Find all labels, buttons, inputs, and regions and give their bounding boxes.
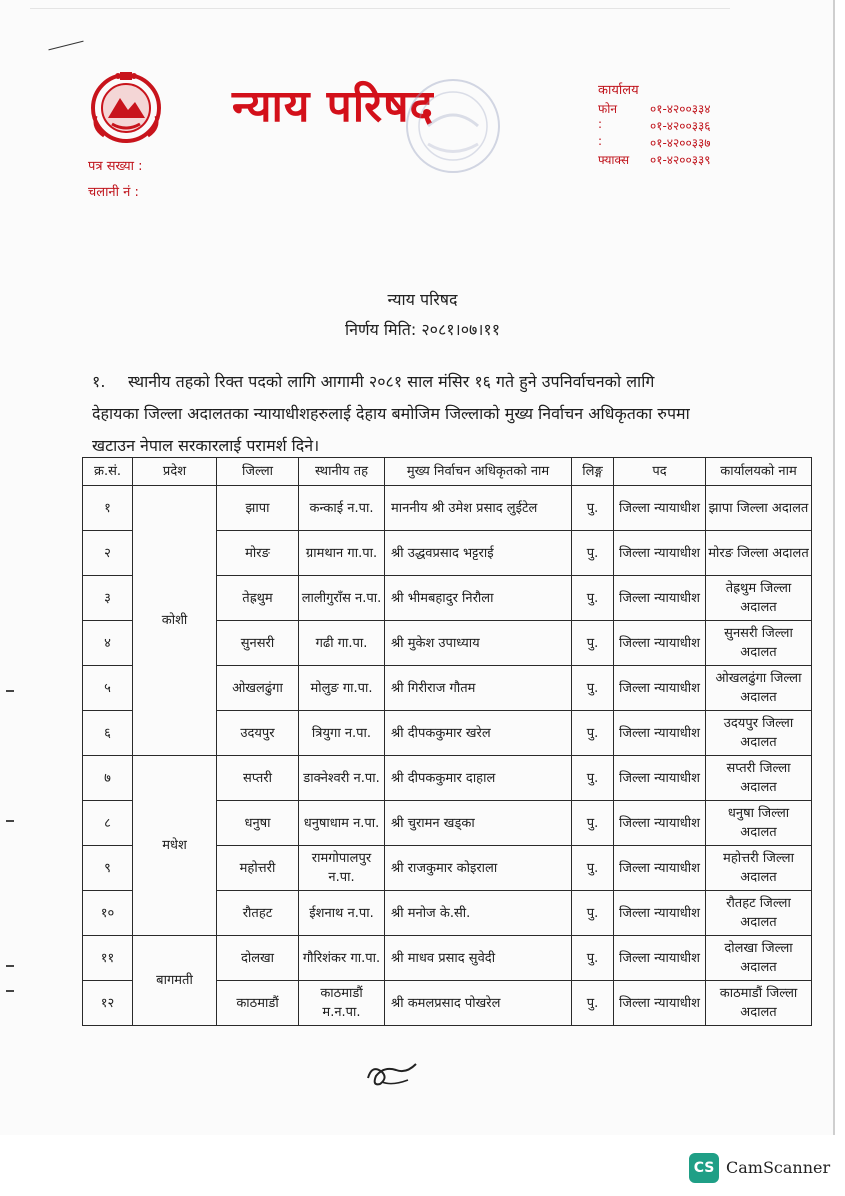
margin-mark bbox=[6, 820, 14, 822]
cell-sn: ९ bbox=[83, 846, 133, 891]
cell-officer-name: श्री मुकेश उपाध्याय bbox=[385, 621, 572, 666]
dispatch-no-label: चलानी नं : bbox=[88, 185, 139, 200]
margin-mark bbox=[6, 990, 14, 992]
table-row bbox=[83, 936, 812, 981]
cell-local-level: लालीगुराँस न.पा. bbox=[299, 576, 385, 621]
margin-mark bbox=[6, 965, 14, 967]
fax-number: ०१-४२००३३९ bbox=[650, 153, 711, 167]
cell-post: जिल्ला न्यायाधीश bbox=[614, 936, 706, 981]
header-post: पद bbox=[614, 458, 706, 486]
cell-sn: १ bbox=[83, 486, 133, 531]
cell-district: उदयपुर bbox=[217, 711, 299, 756]
cell-local-level: ग्रामथान गा.पा. bbox=[299, 531, 385, 576]
cell-local-level: रामगोपालपुर न.पा. bbox=[299, 846, 385, 891]
cell-gender: पु. bbox=[572, 486, 614, 531]
cell-office: सप्तरी जिल्ला अदालत bbox=[706, 756, 812, 801]
cell-officer-name: श्री कमलप्रसाद पोखरेल bbox=[385, 981, 572, 1026]
cell-sn: ५ bbox=[83, 666, 133, 711]
cell-sn: १० bbox=[83, 891, 133, 936]
cell-district: सप्तरी bbox=[217, 756, 299, 801]
cell-province: मधेश bbox=[133, 756, 217, 936]
decision-paragraph bbox=[92, 366, 806, 462]
cell-post: जिल्ला न्यायाधीश bbox=[614, 891, 706, 936]
org-name: न्याय परिषद bbox=[232, 81, 434, 132]
cell-district: मोरङ bbox=[217, 531, 299, 576]
cell-district: महोत्तरी bbox=[217, 846, 299, 891]
table-header-row bbox=[83, 458, 812, 486]
cell-officer-name: श्री उद्धवप्रसाद भट्टराई bbox=[385, 531, 572, 576]
cell-sn: ७ bbox=[83, 756, 133, 801]
document-title: न्याय परिषद bbox=[387, 290, 458, 309]
fax-label: फ्याक्स bbox=[598, 153, 630, 167]
ref-no-label: पत्र सख्या : bbox=[88, 159, 143, 174]
cell-post: जिल्ला न्यायाधीश bbox=[614, 981, 706, 1026]
cell-district: दोलखा bbox=[217, 936, 299, 981]
cell-officer-name: श्री गिरीराज गौतम bbox=[385, 666, 572, 711]
cell-officer-name: श्री मनोज के.सी. bbox=[385, 891, 572, 936]
cell-sn: ११ bbox=[83, 936, 133, 981]
cell-gender: पु. bbox=[572, 531, 614, 576]
header-officer-name: मुख्य निर्वाचन अधिकृतको नाम bbox=[385, 458, 572, 486]
cell-officer-name: श्री चुरामन खड्का bbox=[385, 801, 572, 846]
cell-officer-name: श्री भीमबहादुर निरौला bbox=[385, 576, 572, 621]
office-label: कार्यालय bbox=[598, 83, 639, 98]
item-number: १. bbox=[92, 372, 106, 391]
cell-district: तेह्रथुम bbox=[217, 576, 299, 621]
table-body bbox=[83, 486, 812, 1026]
cell-district: काठमाडौं bbox=[217, 981, 299, 1026]
header-gender: लिङ्ग bbox=[572, 458, 614, 486]
cell-post: जिल्ला न्यायाधीश bbox=[614, 576, 706, 621]
cell-gender: पु. bbox=[572, 936, 614, 981]
cell-sn: ३ bbox=[83, 576, 133, 621]
header-province: प्रदेश bbox=[133, 458, 217, 486]
cell-office: तेह्रथुम जिल्ला अदालत bbox=[706, 576, 812, 621]
signature-icon bbox=[362, 1056, 422, 1090]
cell-gender: पु. bbox=[572, 756, 614, 801]
cell-post: जिल्ला न्यायाधीश bbox=[614, 531, 706, 576]
decision-date: निर्णय मिति: २०८१।०७।११ bbox=[344, 320, 501, 339]
cell-local-level: गौरिशंकर गा.पा. bbox=[299, 936, 385, 981]
camscanner-watermark: CamScanner bbox=[726, 1158, 831, 1177]
cell-local-level: गढी गा.पा. bbox=[299, 621, 385, 666]
cell-gender: पु. bbox=[572, 891, 614, 936]
camscanner-logo-icon: CS bbox=[689, 1153, 719, 1183]
margin-mark bbox=[6, 690, 14, 692]
cell-gender: पु. bbox=[572, 576, 614, 621]
cell-local-level: ईशनाथ न.पा. bbox=[299, 891, 385, 936]
cell-office: उदयपुर जिल्ला अदालत bbox=[706, 711, 812, 756]
cell-office: मोरङ जिल्ला अदालत bbox=[706, 531, 812, 576]
cell-gender: पु. bbox=[572, 846, 614, 891]
cell-sn: ६ bbox=[83, 711, 133, 756]
cell-local-level: त्रियुगा न.पा. bbox=[299, 711, 385, 756]
cell-gender: पु. bbox=[572, 621, 614, 666]
cell-province: कोशी bbox=[133, 486, 217, 756]
scan-top-line bbox=[30, 8, 730, 9]
cell-officer-name: श्री दीपककुमार खरेल bbox=[385, 711, 572, 756]
cell-post: जिल्ला न्यायाधीश bbox=[614, 621, 706, 666]
official-seal-icon bbox=[398, 64, 508, 184]
table-row bbox=[83, 756, 812, 801]
header-local-level: स्थानीय तह bbox=[299, 458, 385, 486]
cell-sn: ८ bbox=[83, 801, 133, 846]
cell-officer-name: श्री दीपककुमार दाहाल bbox=[385, 756, 572, 801]
contact-block: कार्यालय फोन ०१-४२००३३४ : ०१-४२००३३६ : ०१-४२००३३७ फ्याक्स ०१-४२००३३९ bbox=[598, 80, 639, 168]
phone-3: ०१-४२००३३७ bbox=[650, 136, 711, 150]
cell-post: जिल्ला न्यायाधीश bbox=[614, 666, 706, 711]
table-row bbox=[83, 486, 812, 531]
paragraph-line-1: स्थानीय तहको रिक्त पदको लागि आगामी २०८१ साल मंसिर १६ गते हुने उपनिर्वाचनको लागि bbox=[128, 372, 655, 391]
cell-post: जिल्ला न्यायाधीश bbox=[614, 486, 706, 531]
cell-district: ओखलढुंगा bbox=[217, 666, 299, 711]
cell-local-level: डाक्नेश्वरी न.पा. bbox=[299, 756, 385, 801]
cell-officer-name: श्री राजकुमार कोइराला bbox=[385, 846, 572, 891]
cell-office: झापा जिल्ला अदालत bbox=[706, 486, 812, 531]
cell-post: जिल्ला न्यायाधीश bbox=[614, 711, 706, 756]
header-office: कार्यालयको नाम bbox=[706, 458, 812, 486]
paragraph-line-3: खटाउन नेपाल सरकारलाई परामर्श दिने। bbox=[92, 436, 320, 455]
cell-local-level: काठमाडौं म.न.पा. bbox=[299, 981, 385, 1026]
phone-label: फोन bbox=[598, 102, 618, 116]
paragraph-line-2: देहायका जिल्ला अदालतका न्यायाधीशहरुलाई देहाय बमोजिम जिल्लाको मुख्य निर्वाचन अधिकृतका रुपमा bbox=[92, 404, 690, 423]
cell-gender: पु. bbox=[572, 666, 614, 711]
scan-edge bbox=[833, 0, 835, 1135]
cell-district: झापा bbox=[217, 486, 299, 531]
cell-sn: ४ bbox=[83, 621, 133, 666]
cell-office: महोत्तरी जिल्ला अदालत bbox=[706, 846, 812, 891]
cell-office: धनुषा जिल्ला अदालत bbox=[706, 801, 812, 846]
cell-local-level: कन्काई न.पा. bbox=[299, 486, 385, 531]
cell-district: सुनसरी bbox=[217, 621, 299, 666]
header-sn: क्र.सं. bbox=[83, 458, 133, 486]
phone-2: ०१-४२००३३६ bbox=[650, 119, 711, 133]
cell-sn: २ bbox=[83, 531, 133, 576]
phone-1: ०१-४२००३३४ bbox=[650, 102, 711, 116]
cell-district: रौतहट bbox=[217, 891, 299, 936]
cell-office: दोलखा जिल्ला अदालत bbox=[706, 936, 812, 981]
cell-gender: पु. bbox=[572, 801, 614, 846]
cell-office: ओखलढुंगा जिल्ला अदालत bbox=[706, 666, 812, 711]
cell-sn: १२ bbox=[83, 981, 133, 1026]
pen-mark bbox=[48, 41, 83, 51]
cell-office: काठमाडौं जिल्ला अदालत bbox=[706, 981, 812, 1026]
cell-officer-name: श्री माधव प्रसाद सुवेदी bbox=[385, 936, 572, 981]
cell-province: बागमती bbox=[133, 936, 217, 1026]
cell-local-level: मोलुङ गा.पा. bbox=[299, 666, 385, 711]
cell-officer-name: माननीय श्री उमेश प्रसाद लुईटेल bbox=[385, 486, 572, 531]
header-district: जिल्ला bbox=[217, 458, 299, 486]
nepal-emblem-icon bbox=[88, 68, 164, 144]
cell-gender: पु. bbox=[572, 711, 614, 756]
cell-gender: पु. bbox=[572, 981, 614, 1026]
cell-office: रौतहट जिल्ला अदालत bbox=[706, 891, 812, 936]
cell-local-level: धनुषाधाम न.पा. bbox=[299, 801, 385, 846]
cell-post: जिल्ला न्यायाधीश bbox=[614, 846, 706, 891]
officer-assignment-table bbox=[82, 457, 812, 1026]
cell-district: धनुषा bbox=[217, 801, 299, 846]
cell-post: जिल्ला न्यायाधीश bbox=[614, 756, 706, 801]
cell-post: जिल्ला न्यायाधीश bbox=[614, 801, 706, 846]
cell-office: सुनसरी जिल्ला अदालत bbox=[706, 621, 812, 666]
